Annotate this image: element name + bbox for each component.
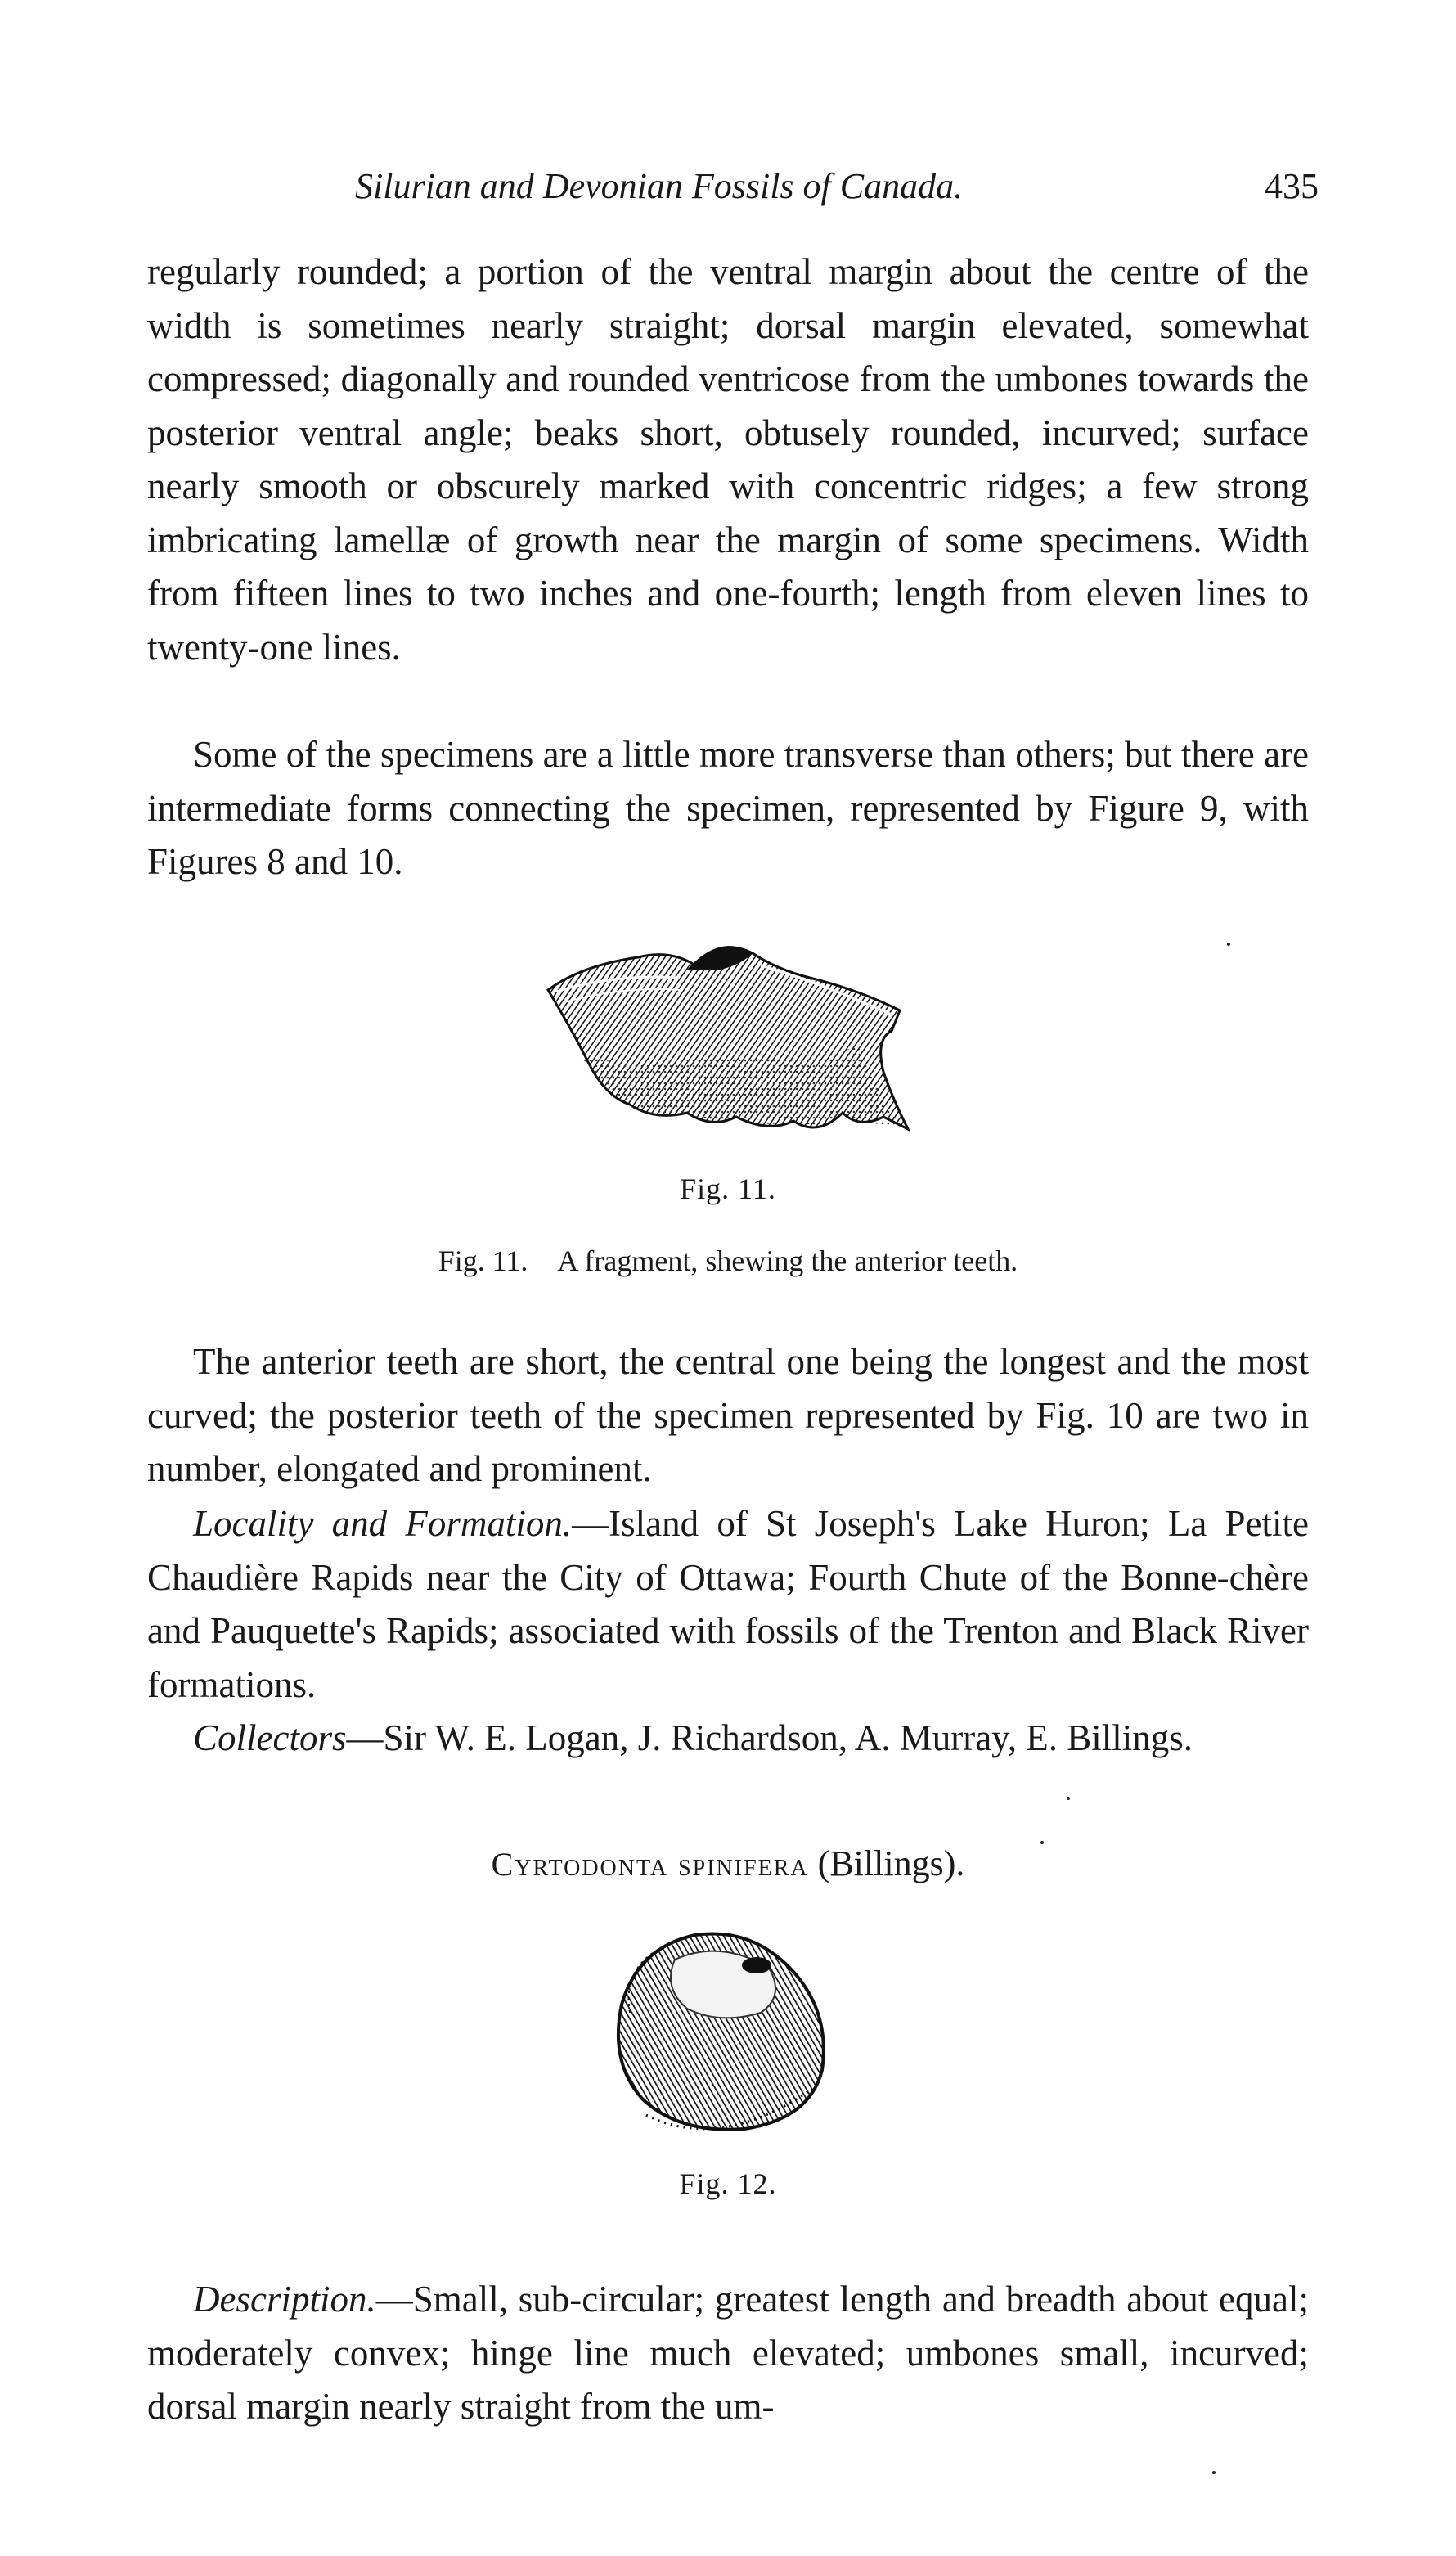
locality-heading: Locality and Formation.: [193, 1503, 573, 1544]
running-title: Silurian and Devonian Fossils of Canada.: [355, 166, 964, 206]
description-heading: Description.: [193, 2279, 376, 2320]
paragraph-continued: regularly rounded; a portion of the ventral margin about the centre of the width is sometimes nearly straight; dorsal margin elevated, somewhat compressed; diagonally and rounded ventricose from the umbones towards the posterior ventral angle; beaks short, obtusely rounded, incurved; surface nearly smooth or obscurely marked with concentric ridges; a few strong imbricating lamellæ of growth near the margin of some specimens. Width from fifteen lines to two inches and one-fourth; length from eleven lines to twenty-one lines.: [147, 251, 1309, 668]
fig-11-label: Fig. 11.: [680, 1172, 776, 1205]
fig-11-caption-text: A fragment, shewing the anterior teeth.: [557, 1244, 1018, 1277]
species-author: (Billings).: [817, 1843, 965, 1883]
collectors-text: —Sir W. E. Logan, J. Richardson, A. Murray, E. Billings.: [346, 1717, 1193, 1758]
collectors-heading: Collectors: [193, 1717, 347, 1758]
fig-12-label: Fig. 12.: [679, 2167, 777, 2200]
fig-11-caption-number: Fig. 11.: [438, 1244, 528, 1277]
fig-11-caption: [0, 1244, 1456, 1278]
locality-text: —Island of St Joseph's Lake Huron; La Petite Chaudière Rapids near the City of Ottawa; Fourth Chute of the Bonne-chère and Pauquette's Rapids; associated with fossils of the Trenton and Black River formations.: [147, 1503, 1310, 1705]
fig-11-fossil-illustration: [532, 933, 924, 1154]
print-speck: [1040, 1841, 1044, 1844]
print-speck: [1212, 2471, 1216, 2474]
species-heading: [0, 1843, 1456, 1884]
running-header: [147, 165, 1319, 218]
species-name: Cyrtodonta spinifera: [491, 1846, 809, 1883]
description-text: —Small, sub-circular; greatest length and breadth about equal; moderately convex; hinge line much elevated; umbones small, incurved; dorsal margin nearly straight from the um-: [147, 2279, 1309, 2427]
paragraph-anterior-teeth: The anterior teeth are short, the central one being the longest and the most curved; the posterior teeth of the specimen represented by Fig. 10 are two in number, elongated and prominent.: [147, 1341, 1309, 1489]
page-number: 435: [1265, 166, 1319, 206]
fig-12-fossil-illustration: [597, 1915, 843, 2144]
paragraph-locality: [147, 1497, 1309, 1712]
paragraph-collectors: [147, 1712, 1309, 1766]
print-speck: [1227, 943, 1230, 946]
print-speck: [1067, 1797, 1070, 1800]
paragraph-transverse-specimens: Some of the specimens are a little more transverse than others; but there are intermediate forms connecting the specimen, represented by Figure 9, with Figures 8 and 10.: [147, 734, 1309, 882]
paragraph-description: [147, 2273, 1309, 2434]
